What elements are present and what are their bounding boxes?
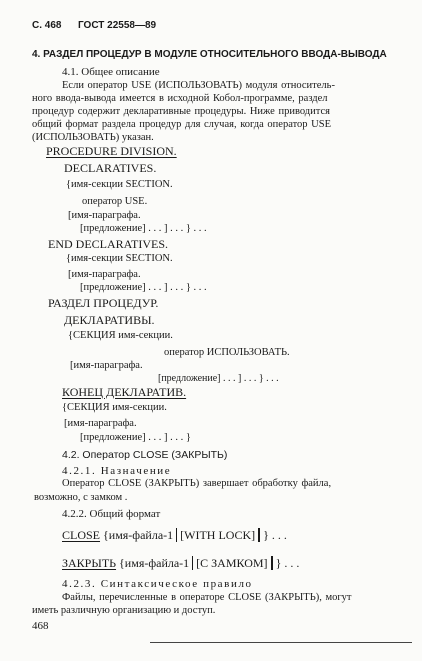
close-file-arg: {имя-файла-1 [103, 528, 174, 542]
format-declaratives: DECLARATIVES. [64, 161, 157, 175]
format-ru-sentence: [предложение] . . . ] . . . } [80, 432, 191, 443]
close-file-arg-ru: {имя-файла-1 [119, 556, 190, 570]
format-section-header: {имя-секции SECTION. [66, 253, 173, 264]
format-ru-section-header: {СЕКЦИЯ имя-секции. [68, 330, 173, 341]
subsection-4-2-title: 4.2. Оператор CLOSE (ЗАКРЫТЬ) [62, 449, 228, 461]
bottom-rule [150, 642, 412, 643]
page-header-ref: С. 468 [32, 20, 62, 31]
subsection-4-2-1-title: 4.2.1. Назначение [62, 465, 172, 477]
format-ru-declaratives: ДЕКЛАРАТИВЫ. [64, 313, 155, 327]
format-paragraph-name: [имя-параграфа. [68, 269, 141, 280]
format-ru-procedure-division: РАЗДЕЛ ПРОЦЕДУР. [48, 296, 159, 310]
format-ru-end-declaratives: КОНЕЦ ДЕКЛАРАТИВ. [62, 385, 187, 399]
subsection-4-1-title [62, 67, 160, 78]
close-lock-option-ru: [С ЗАМКОМ] [192, 556, 271, 570]
close-keyword-ru: ЗАКРЫТЬ [62, 556, 117, 570]
format-sentence: [предложение] . . . ] . . . } . . . [80, 282, 207, 293]
paragraph-line: Оператор CLOSE (ЗАКРЫТЬ) завершает обработку файла, [62, 478, 332, 489]
page-header-standard: ГОСТ 22558—89 [78, 20, 157, 31]
format-end-declaratives: END DECLARATIVES. [48, 237, 168, 251]
paragraph-line: процедур содержит декларативные процедуры. Ниже приводится [32, 106, 330, 117]
paragraph-line: иметь различную организацию и доступ. [32, 605, 216, 616]
format-paragraph-name: [имя-параграфа. [68, 210, 141, 221]
format-ru-paragraph-name: [имя-параграфа. [64, 418, 137, 429]
close-tail-ru: } . . . [272, 556, 300, 570]
subsection-4-1-title-text: 4.1. Общее описание [62, 66, 160, 78]
paragraph-line: общий формат раздела процедур для случая, когда оператор USE [32, 119, 332, 130]
page-number: 468 [32, 620, 49, 632]
close-format-ru [62, 557, 299, 569]
format-ru-use-statement: оператор ИСПОЛЬЗОВАТЬ. [164, 347, 290, 358]
section-title: 4. РАЗДЕЛ ПРОЦЕДУР В МОДУЛЕ ОТНОСИТЕЛЬНОГО ВВОДА-ВЫВОДА [32, 49, 387, 60]
paragraph-line: возможно, с замком . [34, 492, 128, 503]
format-section-header: {имя-секции SECTION. [66, 179, 173, 190]
close-format-en [62, 529, 287, 541]
subsection-4-2-2-title: 4.2.2. Общий формат [62, 508, 161, 520]
paragraph-line: (ИСПОЛЬЗОВАТЬ) указан. [32, 132, 154, 143]
close-tail: } . . . [259, 528, 287, 542]
format-ru-paragraph-name: [имя-параграфа. [70, 360, 143, 371]
paragraph-line: Файлы, перечисленные в операторе CLOSE (ЗАКРЫТЬ), могут [62, 592, 352, 603]
format-use-statement: оператор USE. [82, 196, 148, 207]
paragraph-line: ного ввода-вывода имеется в исходной Кобол-программе, раздел [32, 93, 328, 104]
subsection-4-2-3-title: 4.2.3. Синтаксическое правило [62, 578, 253, 590]
format-ru-sentence: [предложение] . . . ] . . . } . . . [158, 373, 279, 384]
close-keyword: CLOSE [62, 528, 101, 542]
format-ru-section-header: {СЕКЦИЯ имя-секции. [62, 402, 167, 413]
format-procedure-division: PROCEDURE DIVISION. [46, 144, 177, 158]
close-lock-option: [WITH LOCK] [176, 528, 259, 542]
format-sentence: [предложение] . . . ] . . . } . . . [80, 223, 207, 234]
paragraph-line: Если оператор USE (ИСПОЛЬЗОВАТЬ) модуля относитель- [62, 80, 335, 91]
